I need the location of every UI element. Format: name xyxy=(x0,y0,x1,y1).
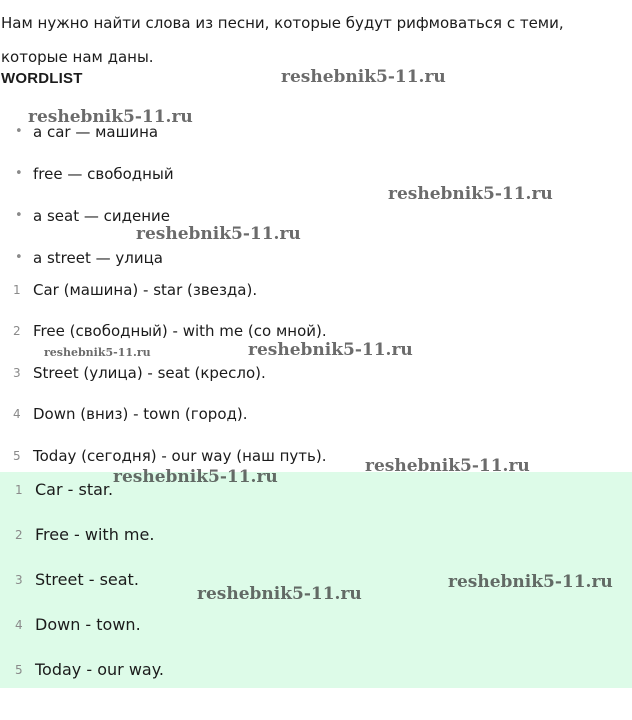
answer-text: Down - town. xyxy=(35,615,141,634)
item-number: 5 xyxy=(13,449,21,463)
watermark: reshebnik5-11.ru xyxy=(136,224,301,244)
wordlist-heading: WORDLIST xyxy=(1,70,83,87)
answer-text: Street - seat. xyxy=(35,570,139,589)
rhyme-pair-text: Down (вниз) - town (город). xyxy=(33,405,248,423)
answer-panel xyxy=(0,472,632,688)
bullet-icon: • xyxy=(15,124,23,139)
answer-text: Today - our way. xyxy=(35,660,164,679)
item-number: 4 xyxy=(13,407,21,421)
item-number: 3 xyxy=(13,366,21,380)
bullet-icon: • xyxy=(15,250,23,265)
wordlist-item-text: a car — машина xyxy=(33,123,159,141)
watermark: reshebnik5-11.ru xyxy=(248,340,413,360)
item-number: 5 xyxy=(15,663,23,677)
rhyme-pair-text: Car (машина) - star (звезда). xyxy=(33,281,258,299)
watermark: reshebnik5-11.ru xyxy=(113,467,278,487)
answer-text: Car - star. xyxy=(35,480,114,499)
item-number: 1 xyxy=(13,283,21,297)
watermark: reshebnik5-11.ru xyxy=(44,346,151,359)
watermark: reshebnik5-11.ru xyxy=(197,584,362,604)
watermark: reshebnik5-11.ru xyxy=(281,67,446,87)
wordlist-item-text: a street — улица xyxy=(33,249,163,267)
bullet-icon: • xyxy=(15,208,23,223)
watermark: reshebnik5-11.ru xyxy=(448,572,613,592)
item-number: 3 xyxy=(15,573,23,587)
bullet-icon: • xyxy=(15,166,23,181)
watermark: reshebnik5-11.ru xyxy=(365,456,530,476)
watermark: reshebnik5-11.ru xyxy=(388,184,553,204)
item-number: 4 xyxy=(15,618,23,632)
wordlist-item-text: free — свободный xyxy=(33,165,174,183)
item-number: 2 xyxy=(15,528,23,542)
item-number: 1 xyxy=(15,483,23,497)
item-number: 2 xyxy=(13,324,21,338)
wordlist-item-text: a seat — сидение xyxy=(33,207,170,225)
rhyme-pair-text: Today (сегодня) - our way (наш путь). xyxy=(33,447,327,465)
answer-text: Free - with me. xyxy=(35,525,155,544)
intro-text: Нам нужно найти слова из песни, которые будут рифмоваться с теми, которые нам даны. xyxy=(1,14,564,66)
rhyme-pair-text: Street (улица) - seat (кресло). xyxy=(33,364,266,382)
watermark: reshebnik5-11.ru xyxy=(28,107,193,127)
rhyme-pair-text: Free (свободный) - with me (со мной). xyxy=(33,322,327,340)
